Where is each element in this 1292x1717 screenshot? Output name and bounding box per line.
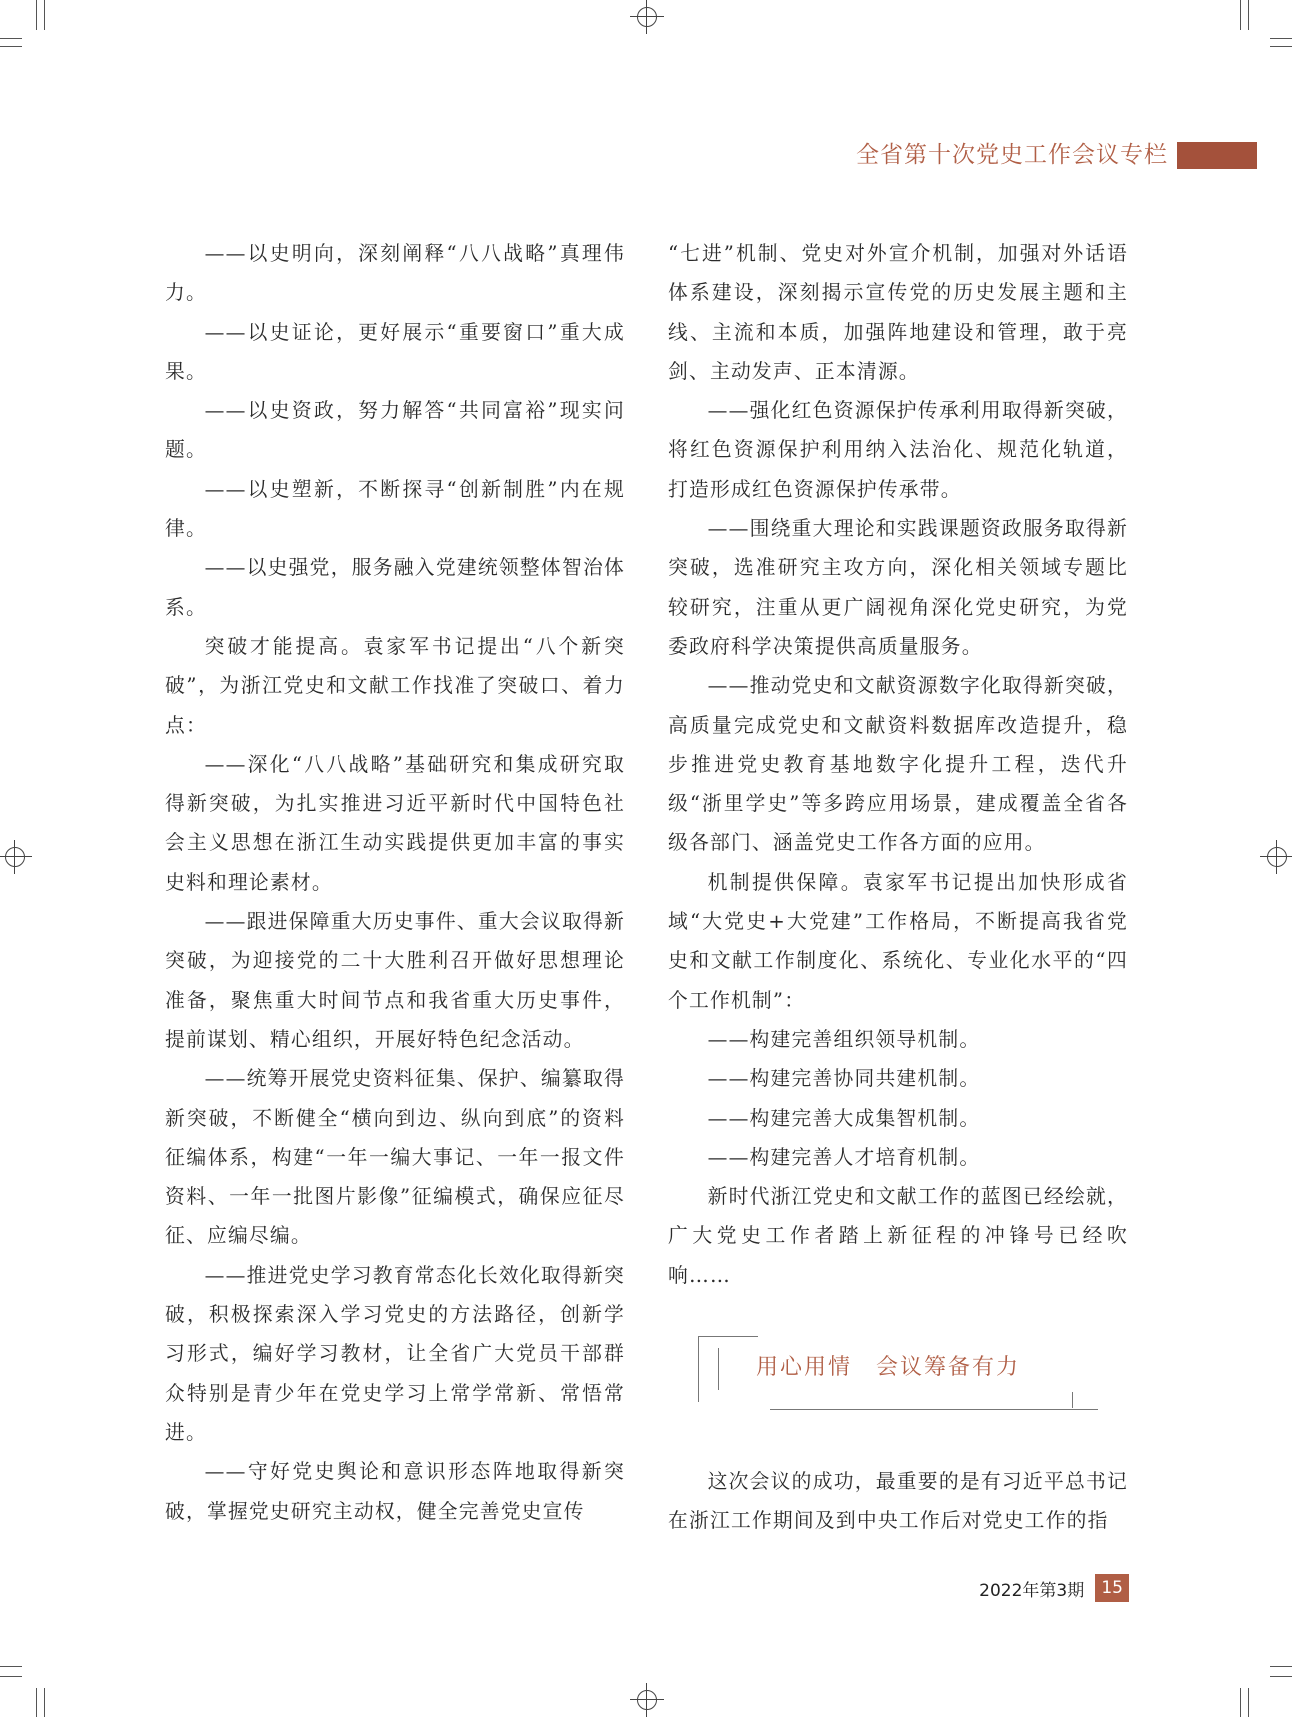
crop-mark xyxy=(1270,46,1292,47)
page-footer xyxy=(979,1574,1129,1602)
crop-mark xyxy=(1240,1688,1241,1717)
subheading-rule xyxy=(770,1409,1098,1410)
paragraph: ——统筹开展党史资料征集、保护、编纂取得新突破，不断健全“横向到边、纵向到底”的资料征编体系，构建“一年一编大事记、一年一报文件资料、一年一批图片影像”征编模式，确保应征尽征、应编尽编。 xyxy=(165,1067,625,1248)
paragraph: ——守好党史舆论和意识形态阵地取得新突破，掌握党史研究主动权，健全完善党史宣传 xyxy=(165,1460,625,1523)
paragraph: 突破才能提高。袁家军书记提出“八个新突破”，为浙江党史和文献工作找准了突破口、着力点： xyxy=(165,634,625,737)
paragraph: ——以史塑新，不断探寻“创新制胜”内在规律。 xyxy=(165,477,625,541)
crop-mark xyxy=(36,1688,37,1717)
paragraph: ——构建完善大成集智机制。 xyxy=(707,1106,981,1130)
crop-mark xyxy=(1270,1676,1292,1677)
crop-mark xyxy=(44,0,45,30)
paragraph: “七进”机制、党史对外宣介机制，加强对外话语体系建设，深刻揭示宣传党的历史发展主题和主线、主流和本质，加强阵地建设和管理，敢于亮剑、主动发声、正本清源。 xyxy=(668,242,1128,383)
subheading-rule xyxy=(698,1336,699,1402)
subheading-rule xyxy=(698,1336,758,1337)
registration-mark-left xyxy=(0,840,32,874)
crop-mark xyxy=(0,46,22,47)
paragraph: ——推动党史和文献资源数字化取得新突破，高质量完成党史和文献资料数据库改造提升，稳步推进党史教育基地数字化提升工程，迭代升级“浙里学史”等多跨应用场景，建成覆盖全省各级各部门、涵盖党史工作各方面的应用。 xyxy=(668,674,1128,855)
registration-mark-top xyxy=(630,0,664,34)
registration-mark-bottom xyxy=(630,1683,664,1717)
paragraph: ——构建完善协同共建机制。 xyxy=(707,1067,981,1091)
paragraph: ——跟进保障重大历史事件、重大会议取得新突破，为迎接党的二十大胜利召开做好思想理论准备，聚焦重大时间节点和我省重大历史事件，提前谋划、精心组织，开展好特色纪念活动。 xyxy=(165,910,625,1051)
right-column-continued xyxy=(668,1462,1128,1541)
crop-mark xyxy=(36,0,37,30)
paragraph: ——以史强党，服务融入党建统领整体智治体系。 xyxy=(165,556,625,619)
crop-mark xyxy=(1240,0,1241,30)
section-accent-bar xyxy=(1177,142,1257,169)
subheading-text: 用心用情 会议筹备有力 xyxy=(756,1355,1021,1380)
paragraph: ——构建完善组织领导机制。 xyxy=(707,1027,981,1051)
crop-mark xyxy=(0,1676,22,1677)
paragraph: 这次会议的成功，最重要的是有习近平总书记在浙江工作期间及到中央工作后对党史工作的指 xyxy=(668,1470,1128,1533)
paragraph: ——以史明向，深刻阐释“八八战略”真理伟力。 xyxy=(165,242,625,305)
crop-mark xyxy=(0,1666,22,1667)
section-header xyxy=(0,138,1292,172)
crop-mark xyxy=(44,1688,45,1717)
paragraph: ——以史资政，努力解答“共同富裕”现实问题。 xyxy=(165,399,625,462)
paragraph: ——构建完善人才培育机制。 xyxy=(707,1145,981,1169)
paragraph: ——以史证论，更好展示“重要窗口”重大成果。 xyxy=(165,320,625,383)
left-column xyxy=(165,234,625,1531)
crop-mark xyxy=(1248,1688,1249,1717)
crop-mark xyxy=(1248,0,1249,30)
subheading-rule xyxy=(1072,1392,1073,1408)
paragraph: ——围绕重大理论和实践课题资政服务取得新突破，选准研究主攻方向，深化相关领域专题比较研究，注重从更广阔视角深化党史研究，为党委政府科学决策提供高质量服务。 xyxy=(668,517,1128,658)
issue-label: 2022年第3期 xyxy=(979,1580,1085,1601)
crop-mark xyxy=(1270,1666,1292,1667)
paragraph: ——推进党史学习教育常态化长效化取得新突破，积极探索深入学习党史的方法路径，创新学习形式，编好学习教材，让全省广大党员干部群众特别是青少年在党史学习上常学常新、常悟常进。 xyxy=(165,1263,625,1444)
paragraph: ——深化“八八战略”基础研究和集成研究取得新突破，为扎实推进习近平新时代中国特色社会主义思想在浙江生动实践提供更加丰富的事实史料和理论素材。 xyxy=(165,752,625,894)
section-title: 全省第十次党史工作会议专栏 xyxy=(856,142,1168,168)
subheading-rule xyxy=(718,1348,719,1390)
subheading-box xyxy=(698,1336,1098,1412)
paragraph: ——强化红色资源保护传承利用取得新突破，将红色资源保护利用纳入法治化、规范化轨道，打造形成红色资源保护传承带。 xyxy=(668,399,1128,501)
paragraph: 机制提供保障。袁家军书记提出加快形成省域“大党史+大党建”工作格局，不断提高我省党史和文献工作制度化、系统化、专业化水平的“四个工作机制”： xyxy=(668,870,1128,1012)
crop-mark xyxy=(0,38,22,39)
right-column xyxy=(668,234,1128,1295)
paragraph: 新时代浙江党史和文献工作的蓝图已经绘就，广大党史工作者踏上新征程的冲锋号已经吹响…… xyxy=(668,1185,1128,1287)
page-number: 15 xyxy=(1095,1574,1129,1602)
registration-mark-right xyxy=(1260,840,1292,874)
crop-mark xyxy=(1270,38,1292,39)
